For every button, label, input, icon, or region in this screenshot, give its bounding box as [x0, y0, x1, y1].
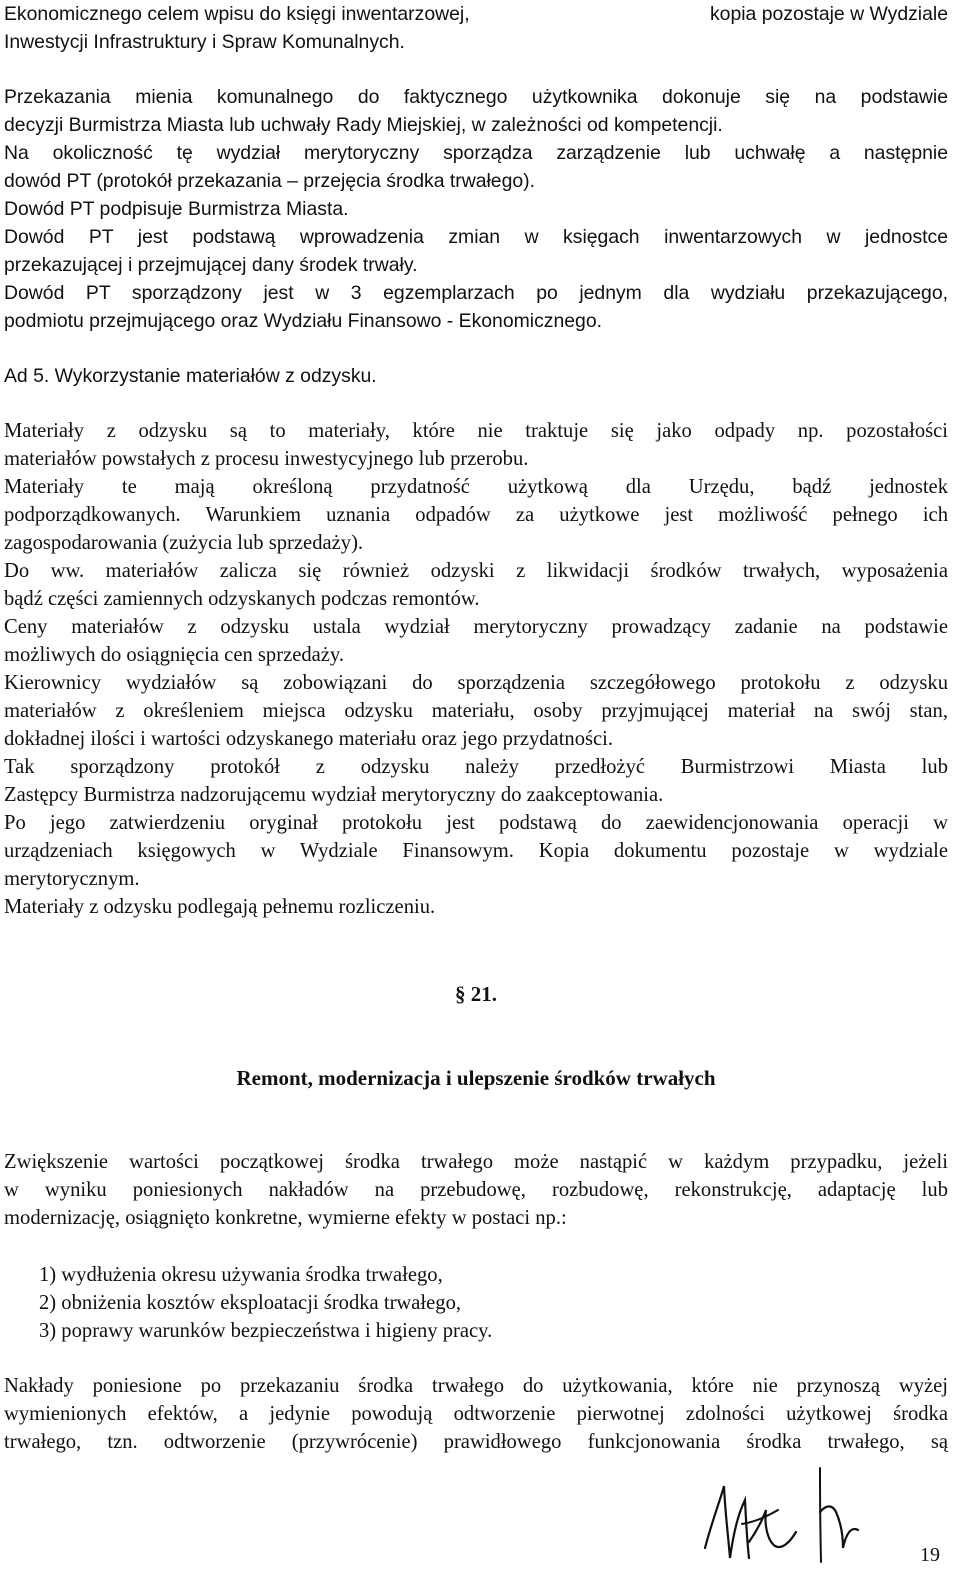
text-line: Zastępcy Burmistrza nadzorującemu wydział merytoryczny do zaakceptowania. — [4, 784, 664, 806]
text-line: merytorycznym. — [4, 868, 140, 890]
text-line: Do ww. materiałów zalicza się również odzyski z likwidacji środków trwałych, wyposażenia — [4, 560, 948, 582]
text-line: Po jego zatwierdzeniu oryginał protokołu jest podstawą do zaewidencjonowania operacji w — [4, 812, 948, 834]
text-line — [4, 0, 948, 28]
closing-line: trwałego, tzn. odtworzenie (przywrócenie) prawidłowego funkcjonowania środka trwałego, są — [4, 1431, 948, 1453]
text-line: dokładnej ilości i wartości odzyskanego materiału oraz jego przydatności. — [4, 728, 614, 750]
text-line: możliwych do osiągnięcia cen sprzedaży. — [4, 644, 345, 666]
text-line: Materiały z odzysku są to materiały, które nie traktuje się jako odpady np. pozostałości — [4, 420, 948, 442]
list-item: 1) wydłużenia okresu używania środka trwałego, — [39, 1264, 443, 1286]
text-line: podporządkowanych. Warunkiem uznania odpadów za użytkowe jest możliwość pełnego ich — [4, 504, 948, 526]
text-line: Materiały z odzysku podlegają pełnemu rozliczeniu. — [4, 896, 436, 918]
text-line: Tak sporządzony protokół z odzysku należy przedłożyć Burmistrzowi Miasta lub — [4, 756, 948, 778]
text-line: urządzeniach księgowych w Wydziale Finansowym. Kopia dokumentu pozostaje w wydziale — [4, 840, 948, 862]
text-line: Przekazania mienia komunalnego do faktycznego użytkownika dokonuje się na podstawie — [4, 86, 948, 108]
text-line: Materiały te mają określoną przydatność użytkową dla Urzędu, bądź jednostek — [4, 476, 948, 498]
closing-line: wymienionych efektów, a jedynie powodują odtworzenie pierwotnej zdolności użytkowej środka — [4, 1403, 948, 1425]
handwritten-signature — [700, 1466, 875, 1572]
section-heading-ad5: Ad 5. Wykorzystanie materiałów z odzysku. — [4, 365, 377, 387]
text-line: dowód PT (protokół przekazania – przejęcia środka trwałego). — [4, 170, 535, 192]
text-line-right: kopia pozostaje w Wydziale — [709, 3, 948, 25]
text-line: podmiotu przejmującego oraz Wydziału Finansowo - Ekonomicznego. — [4, 310, 602, 332]
list-item: 3) poprawy warunków bezpieczeństwa i higieny pracy. — [39, 1320, 493, 1342]
text-line: materiałów z określeniem miejsca odzysku materiału, osoby przyjmującej materiał na swój stan, — [4, 700, 948, 722]
text-line: Dowód PT sporządzony jest w 3 egzemplarzach po jednym dla wydziału przekazującego, — [4, 282, 948, 304]
section-number: § 21. — [455, 982, 497, 1006]
text-line: decyzji Burmistrza Miasta lub uchwały Rady Miejskiej, w zależności od kompetencji. — [4, 114, 723, 136]
text-line: przekazującej i przejmującej dany środek trwały. — [4, 254, 418, 276]
text-line: zagospodarowania (zużycia lub sprzedaży). — [4, 532, 364, 554]
page-number: 19 — [920, 1544, 940, 1566]
list-item: 2) obniżenia kosztów eksploatacji środka trwałego, — [39, 1292, 462, 1314]
text-line: Inwestycji Infrastruktury i Spraw Komunalnych. — [4, 31, 405, 53]
text-line: Na okoliczność tę wydział merytoryczny sporządza zarządzenie lub uchwałę a następnie — [4, 142, 948, 164]
paragraph-line: w wyniku poniesionych nakładów na przebudowę, rozbudowę, rekonstrukcję, adaptację lub — [4, 1179, 948, 1201]
text-line: Dowód PT jest podstawą wprowadzenia zmian w księgach inwentarzowych w jednostce — [4, 226, 948, 248]
text-line: bądź części zamiennych odzyskanych podczas remontów. — [4, 588, 480, 610]
text-line: Kierownicy wydziałów są zobowiązani do sporządzenia szczegółowego protokołu z odzysku — [4, 672, 948, 694]
text-line: Ceny materiałów z odzysku ustala wydział merytoryczny prowadzący zadanie na podstawie — [4, 616, 948, 638]
closing-line: Nakłady poniesione po przekazaniu środka trwałego do użytkowania, które nie przynoszą wyżej — [4, 1375, 948, 1397]
text-line-left: Ekonomicznego celem wpisu do księgi inwentarzowej, — [4, 3, 470, 25]
text-line: materiałów powstałych z procesu inwestycyjnego lub przerobu. — [4, 448, 529, 470]
paragraph-line: Zwiększenie wartości początkowej środka trwałego może nastąpić w każdym przypadku, jeżeli — [4, 1151, 948, 1173]
paragraph-line: modernizację, osiągnięto konkretne, wymierne efekty w postaci np.: — [4, 1207, 567, 1229]
text-line: Dowód PT podpisuje Burmistrza Miasta. — [4, 198, 349, 220]
section-title: Remont, modernizacja i ulepszenie środków trwałych — [236, 1066, 716, 1090]
